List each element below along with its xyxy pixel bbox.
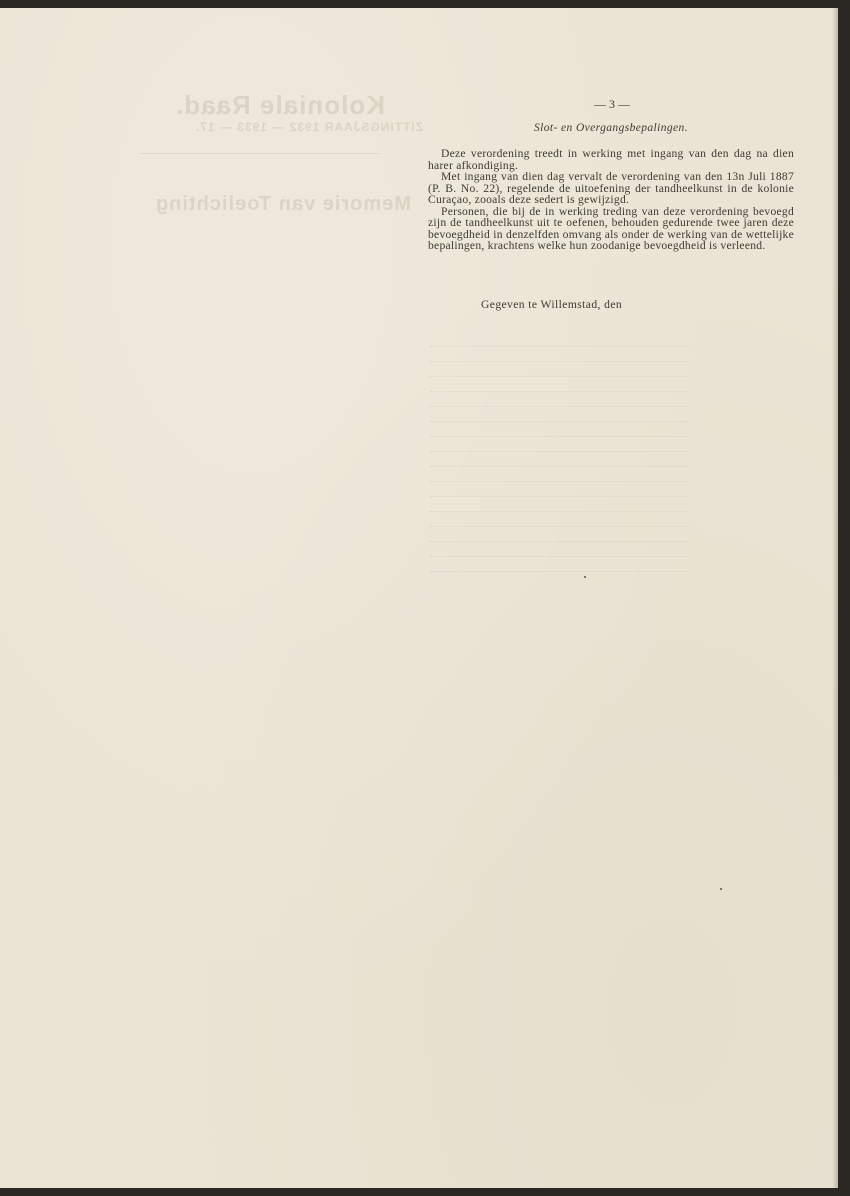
paragraph: Personen, die bij de in werking treding van deze verordening bevoegd zijn de tandheelkunst uit te oefenen, behouden gedurende twee jaren deze bevoegdheid in denzelfden omvang als onder de werking van de wettelijke bepalingen, krachtens welke hun zoodanige bevoegdheid is verleend. [428, 204, 794, 252]
bleed-through-heading: Memorie van Toelichting [155, 193, 411, 215]
page-number: — 3 — [594, 97, 630, 111]
section-heading: Slot- en Overgangsbepalingen. [534, 122, 688, 134]
paper-speck [584, 576, 586, 578]
document-page [0, 8, 838, 1188]
body-text [428, 148, 794, 252]
bleed-through-rule [140, 153, 380, 154]
bleed-through-subtitle: ZITTINGSJAAR 1932 — 1933 — 17. [195, 120, 424, 134]
paragraph: Deze verordening treedt in werking met ingang van den dag na dien harer afkondiging. [428, 147, 794, 172]
bleed-through-lines [430, 346, 690, 586]
bleed-through-title: Koloniale Raad. [175, 90, 386, 120]
paper-speck [720, 888, 722, 890]
closing-line: Gegeven te Willemstad, den [481, 298, 623, 311]
paragraph: Met ingang van dien dag vervalt de verordening van den 13n Juli 1887 (P. B. No. 22), regelende de uitoefening der tandheelkunst in de kolonie Curaçao, zooals deze sedert is gewijzigd. [428, 170, 794, 206]
